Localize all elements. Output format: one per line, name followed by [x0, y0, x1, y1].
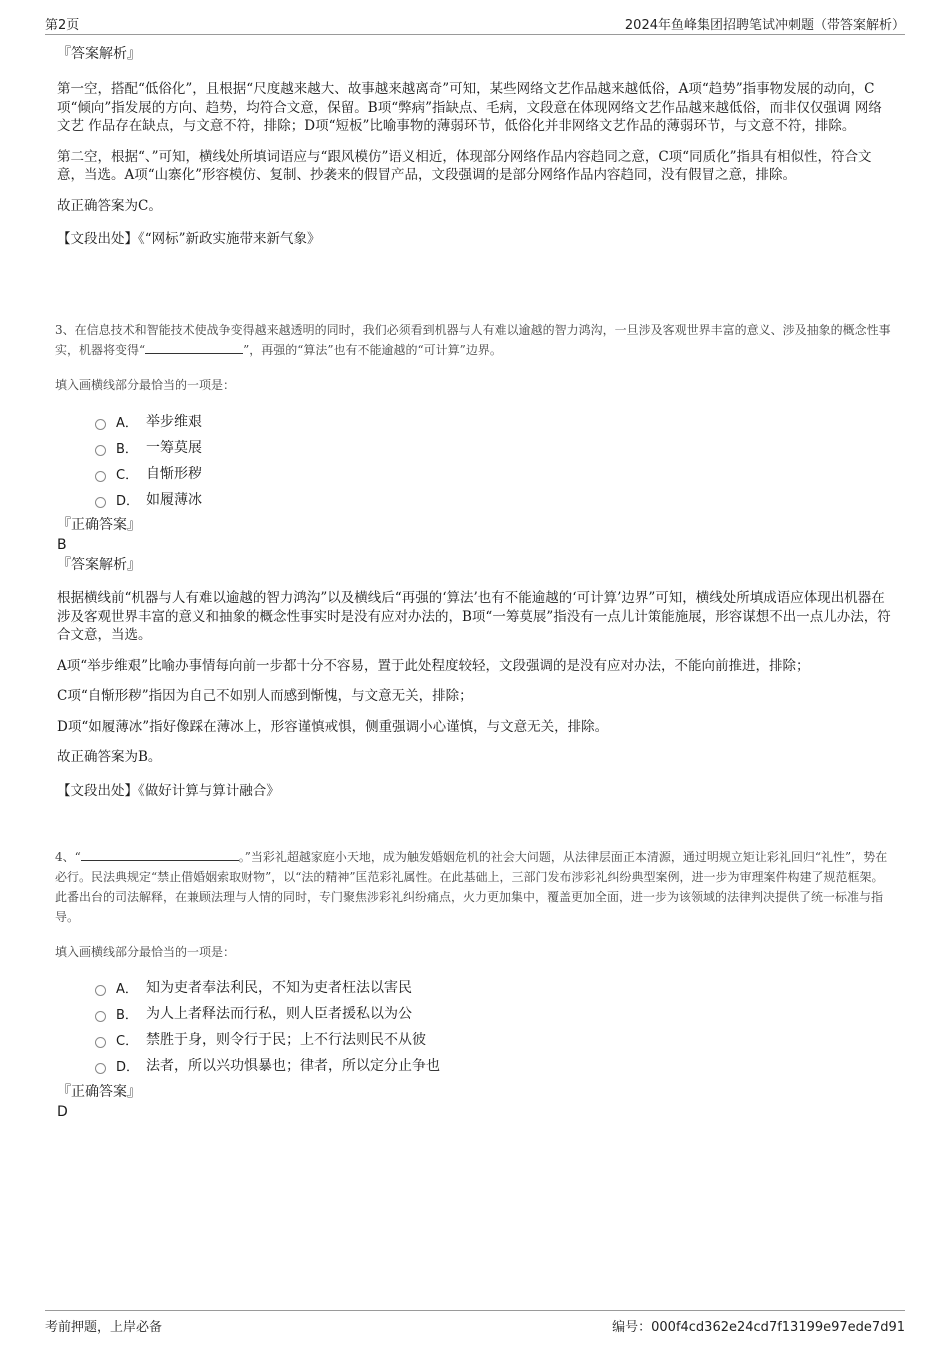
option-text: 如履薄冰 [146, 492, 202, 508]
question-3-text-after: ”，再强的“算法”也有不能逾越的“可计算”边界。 [243, 343, 502, 357]
correct-answer-heading: 『正确答案』 [57, 517, 141, 533]
analysis-paragraph: D项“如履薄冰”指好像踩在薄冰上，形容谨慎戒惧，侧重强调小心谨慎，与文意无关，排除。 [57, 718, 609, 735]
option-text: 一筹莫展 [146, 440, 202, 456]
analysis-conclusion: 故正确答案为C。 [57, 197, 162, 214]
option-letter: B． [116, 1007, 138, 1023]
document-title: 2024年鱼峰集团招聘笔试冲刺题（带答案解析） [624, 18, 905, 33]
correct-answer-heading: 『正确答案』 [57, 1084, 141, 1100]
option-b[interactable] [95, 1000, 440, 1026]
option-c[interactable] [95, 460, 202, 486]
answer-blank [145, 341, 243, 354]
option-text: 举步维艰 [146, 414, 202, 430]
option-c[interactable] [95, 1026, 440, 1052]
document-id: 编号：000f4cd362e24cd7f13199e97ede7d91 [612, 1320, 905, 1335]
previous-question-analysis [57, 44, 895, 247]
question-4-prompt: 填入画横线部分最恰当的一项是： [55, 945, 236, 959]
analysis-paragraph: 第二空，根据“、”可知，横线处所填词语应与“跟风模仿”语义相近，体现部分网络作品内容趋同之意，C项“同质化”指具有相似性，符合文意，当选。A项“山寨化”形容模仿、复制、抄袭来的假冒产品，文段强调的是部分网络作品内容趋同，没有假冒之意，排除。 [57, 148, 872, 183]
footer-slogan: 考前押题，上岸必备 [45, 1320, 163, 1335]
correct-answer: B [57, 537, 67, 553]
option-d[interactable] [95, 486, 202, 512]
option-text: 知为吏者奉法利民，不知为吏者枉法以害民 [146, 980, 412, 996]
question-4-answer-section [57, 1082, 895, 1122]
question-3-text-before: 3、在信息技术和智能技术使战争变得越来越透明的同时，我们必须看到机器与人有难以逾越的智力鸿沟，一旦涉及客观世界丰富的意义、涉及抽象的概念性事实，机器将变得“ [55, 323, 891, 357]
option-b[interactable] [95, 434, 202, 460]
analysis-paragraph: 第一空，搭配“低俗化”，且根据“尺度越来越大、故事越来越离奇”可知，某些网络文艺作品越来越低俗，A项“趋势”指事物发展的动向，C项“倾向”指发展的方向、趋势，均符合文意，保留。B项“弊病”指缺点、毛病，文段意在体现网络文艺作品越来越低俗，而非仅仅强调 网络文艺 作品存在缺点，与文意不符，排除；D项“短板”比喻事物的薄弱环节，低俗化并非网络文艺作品的薄弱环节，与文意不符，排除。 [57, 81, 882, 134]
radio-button[interactable] [95, 419, 106, 430]
question-4-options [95, 974, 440, 1078]
question-3-options [95, 408, 202, 512]
question-3-answer-section [57, 515, 895, 799]
option-a[interactable] [95, 408, 202, 434]
option-a[interactable] [95, 974, 440, 1000]
answer-blank [81, 848, 239, 861]
analysis-heading: 『答案解析』 [57, 557, 141, 573]
option-text: 禁胜于身，则令行于民；上不行法则民不从彼 [146, 1032, 426, 1048]
option-letter: B． [116, 441, 138, 457]
question-4-text-after: 。”当彩礼超越家庭小天地，成为触发婚姻危机的社会大问题，从法律层面正本清源，通过明规立矩让彩礼回归“礼性”，势在必行。民法典规定“禁止借婚姻索取财物”，以“法的精神”匡范彩礼属性。在此基础上，三部门发布涉彩礼纠纷典型案例，进一步为审理案件构建了规范框架。此番出台的司法解释，在兼顾法理与人情的同时，专门聚焦涉彩礼纠纷痛点，火力更加集中，覆盖更加全面，进一步为该领域的法律判决提供了统一标准与指导。 [55, 850, 888, 924]
option-text: 法者，所以兴功惧暴也；律者，所以定分止争也 [146, 1058, 440, 1074]
question-4-text [55, 847, 895, 927]
option-d[interactable] [95, 1052, 440, 1078]
option-text: 自惭形秽 [146, 466, 202, 482]
page-number: 第2页 [45, 18, 80, 33]
source-citation: 【文段出处】《做好计算与算计融合》 [57, 782, 280, 799]
correct-answer: D [57, 1104, 68, 1120]
option-letter: C． [116, 1033, 139, 1049]
question-3-text [55, 320, 895, 360]
radio-button[interactable] [95, 497, 106, 508]
question-4-text-before: 4、“ [55, 850, 81, 864]
option-letter: A． [116, 981, 138, 997]
page-header [45, 14, 905, 35]
radio-button[interactable] [95, 471, 106, 482]
source-citation: 【文段出处】《“网标”新政实施带来新气象》 [57, 231, 321, 247]
analysis-paragraph: 根据横线前“机器与人有难以逾越的智力鸿沟”以及横线后“再强的‘算法’也有不能逾越的‘可计算’边界”可知，横线处所填成语应体现出机器在涉及客观世界丰富的意义和抽象的概念性事实时是没有应对办法的，B项“一筹莫展”指没有一点儿计策能施展，形容谋想不出一点儿办法，符合文意，当选。 [57, 590, 891, 643]
option-letter: D． [116, 1059, 140, 1075]
radio-button[interactable] [95, 445, 106, 456]
analysis-paragraph: C项“自惭形秽”指因为自己不如别人而感到惭愧，与文意无关，排除； [57, 688, 473, 704]
option-letter: C． [116, 467, 139, 483]
option-text: 为人上者释法而行私，则人臣者援私以为公 [146, 1006, 412, 1022]
option-letter: D． [116, 493, 140, 509]
analysis-heading: 『答案解析』 [57, 46, 141, 62]
question-3-prompt: 填入画横线部分最恰当的一项是： [55, 378, 236, 392]
radio-button[interactable] [95, 1037, 106, 1048]
radio-button[interactable] [95, 1011, 106, 1022]
radio-button[interactable] [95, 1063, 106, 1074]
option-letter: A． [116, 415, 138, 431]
analysis-conclusion: 故正确答案为B。 [57, 749, 162, 765]
analysis-paragraph: A项“举步维艰”比喻办事情每向前一步都十分不容易，置于此处程度较轻，文段强调的是没有应对办法，不能向前推进，排除； [57, 657, 810, 674]
radio-button[interactable] [95, 985, 106, 996]
page-footer [45, 1310, 905, 1333]
